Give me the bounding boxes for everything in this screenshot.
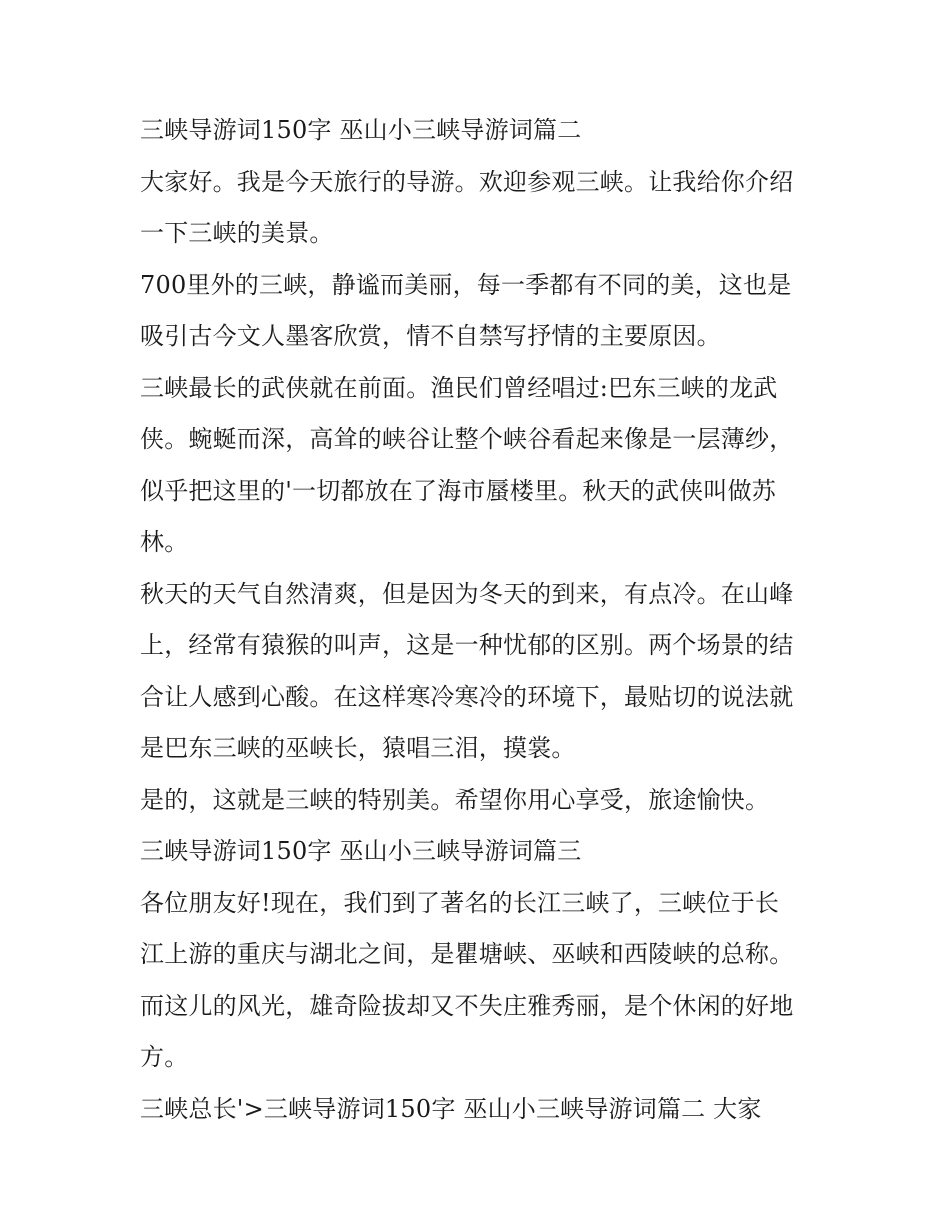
- paragraph-line: 似乎把这里的'一切都放在了海市蜃楼里。秋天的武侠叫做苏: [140, 476, 776, 505]
- paragraph-line: 吸引古今文人墨客欣赏，情不自禁写抒情的主要原因。: [140, 322, 721, 350]
- paragraph-line: 是巴东三峡的巫峡长，猿唱三泪，摸裳。: [140, 734, 576, 762]
- section-heading: 三峡导游词150字 巫山小三峡导游词篇三: [140, 837, 582, 865]
- paragraph-line: 林。: [140, 528, 189, 556]
- paragraph-line: 大家好。我是今天旅行的导游。欢迎参观三峡。让我给你介绍: [140, 167, 794, 196]
- paragraph-line: 江上游的重庆与湖北之间，是瞿塘峡、巫峡和西陵峡的总称。: [140, 940, 794, 968]
- paragraph-line: 方。: [140, 1043, 189, 1071]
- paragraph-line: 合让人感到心酸。在这样寒冷寒冷的环境下，最贴切的说法就: [140, 682, 794, 711]
- paragraph-line: 上，经常有猿猴的叫声，这是一种忧郁的区别。两个场景的结: [140, 631, 794, 659]
- paragraph-line: 各位朋友好!现在，我们到了著名的长江三峡了，三峡位于长: [140, 888, 780, 917]
- paragraph-line: 三峡总长'>三峡导游词150字 巫山小三峡导游词篇二 大家: [140, 1094, 762, 1123]
- section-heading: 三峡导游词150字 巫山小三峡导游词篇二: [140, 116, 582, 144]
- paragraph-line: 侠。蜿蜒而深，高耸的峡谷让整个峡谷看起来像是一层薄纱，: [140, 425, 794, 453]
- paragraph-line: 700里外的三峡，静谧而美丽，每一季都有不同的美，这也是: [140, 270, 792, 299]
- paragraph-line: 一下三峡的美景。: [140, 219, 334, 247]
- paragraph-line: 秋天的天气自然清爽，但是因为冬天的到来，有点冷。在山峰: [140, 579, 794, 608]
- paragraph-line: 三峡最长的武侠就在前面。渔民们曾经唱过:巴东三峡的龙武: [140, 373, 778, 402]
- paragraph-line: 而这儿的风光，雄奇险拔却又不失庄雅秀丽，是个休闲的好地: [140, 991, 794, 1020]
- document-body: [140, 107, 820, 1137]
- paragraph-line: 是的，这就是三峡的特别美。希望你用心享受，旅途愉快。: [140, 785, 770, 814]
